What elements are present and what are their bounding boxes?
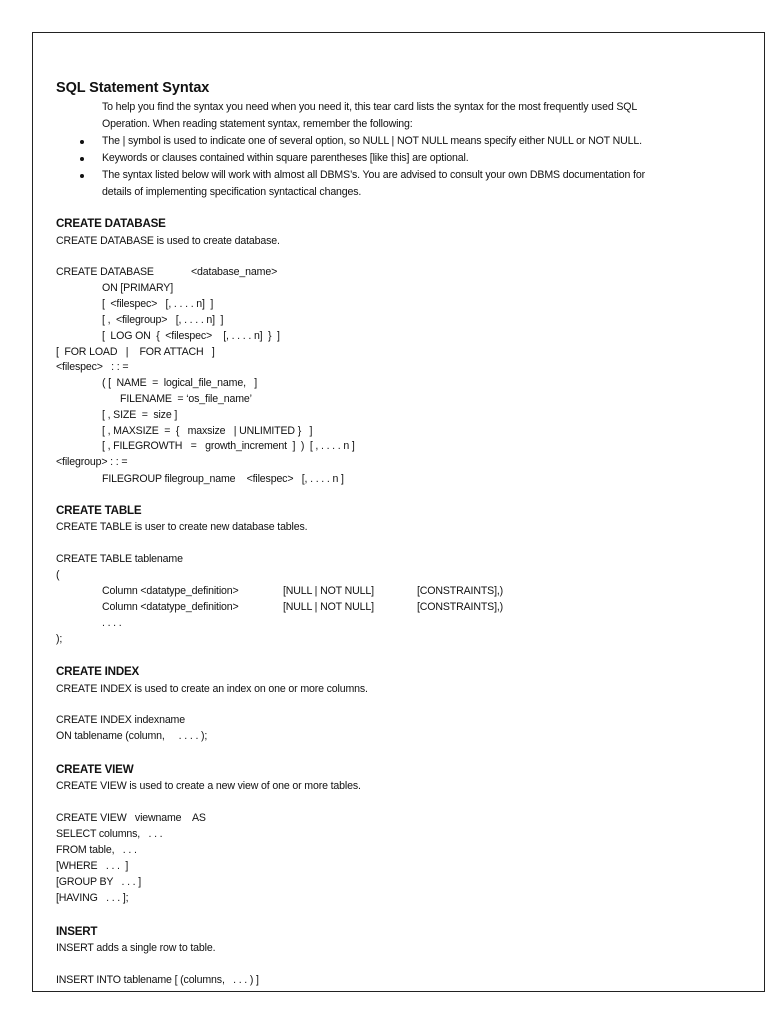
create-database-heading: CREATE DATABASE: [56, 217, 166, 230]
insert-desc: INSERT adds a single row to table.: [56, 942, 216, 954]
code-line: CREATE VIEW viewname AS: [56, 812, 206, 824]
code-line: [ LOG ON { <filespec> [, . . . . n] } ]: [102, 330, 280, 342]
page-title: SQL Statement Syntax: [56, 80, 210, 96]
intro-line-1: To help you find the syntax you need when you need it, this tear card lists the syntax for the most frequently used SQL: [102, 101, 638, 113]
code-line: [CONSTRAINTS],): [417, 585, 504, 597]
document-page: [32, 32, 765, 992]
code-line: [CONSTRAINTS],): [417, 601, 504, 613]
create-view-desc: CREATE VIEW is used to create a new view of one or more tables.: [56, 780, 361, 792]
code-line: . . . .: [102, 617, 122, 629]
bullet-dot-1: [80, 140, 84, 144]
bullet-item-1: The | symbol is used to indicate one of several option, so NULL | NOT NULL means specify either NULL or NOT NULL.: [102, 135, 642, 147]
code-line: ON [PRIMARY]: [102, 282, 173, 294]
code-line: Column <datatype_definition>: [102, 601, 239, 613]
code-line: Column <datatype_definition>: [102, 585, 239, 597]
code-line: [GROUP BY . . . ]: [56, 876, 142, 888]
create-table-heading: CREATE TABLE: [56, 504, 142, 517]
code-line: [ FOR LOAD | FOR ATTACH ]: [56, 346, 215, 358]
bullet-item-2: Keywords or clauses contained within square parentheses [like this] are optional.: [102, 152, 469, 164]
code-line: [ , SIZE = size ]: [102, 409, 178, 421]
bullet-dot-2: [80, 157, 84, 161]
code-line: CREATE DATABASE: [56, 266, 154, 278]
code-line: FILENAME = ‘os_file_name’: [120, 393, 252, 405]
create-index-heading: CREATE INDEX: [56, 665, 140, 678]
create-index-desc: CREATE INDEX is used to create an index on one or more columns.: [56, 683, 368, 695]
code-line: [NULL | NOT NULL]: [283, 601, 374, 613]
code-line: CREATE TABLE tablename: [56, 553, 183, 565]
code-line: <filespec> : : =: [56, 361, 129, 373]
code-line: CREATE INDEX indexname: [56, 714, 185, 726]
intro-line-2: Operation. When reading statement syntax, remember the following:: [102, 118, 413, 130]
code-line: ON tablename (column, . . . . );: [56, 730, 208, 742]
code-line: [ , MAXSIZE = { maxsize | UNLIMITED } ]: [102, 425, 313, 437]
code-line: [ , <filegroup> [, . . . . n] ]: [102, 314, 224, 326]
code-line: [ , FILEGROWTH = growth_increment ] ) [ , . . . . n ]: [102, 440, 355, 452]
create-database-desc: CREATE DATABASE is used to create database.: [56, 235, 280, 247]
insert-heading: INSERT: [56, 925, 98, 938]
code-line: SELECT columns, . . .: [56, 828, 163, 840]
code-line: FROM table, . . .: [56, 844, 137, 856]
code-line: FILEGROUP filegroup_name <filespec> [, . . . . n ]: [102, 473, 344, 485]
code-line: [WHERE . . . ]: [56, 860, 129, 872]
code-line: <database_name>: [191, 266, 278, 278]
code-line: [HAVING . . . ];: [56, 892, 129, 904]
code-line: INSERT INTO tablename [ (columns, . . . ) ]: [56, 974, 259, 986]
code-line: (: [56, 569, 60, 581]
create-view-heading: CREATE VIEW: [56, 763, 134, 776]
code-line: [NULL | NOT NULL]: [283, 585, 374, 597]
create-table-desc: CREATE TABLE is user to create new database tables.: [56, 521, 308, 533]
code-line: <filegroup> : : =: [56, 456, 128, 468]
bullet-item-3-continued: details of implementing specification syntactical changes.: [102, 186, 362, 198]
bullet-item-3: The syntax listed below will work with almost all DBMS’s. You are advised to consult your own DBMS documentation for: [102, 169, 645, 181]
code-line: ( [ NAME = logical_file_name, ]: [102, 377, 258, 389]
bullet-dot-3: [80, 174, 84, 178]
code-line: );: [56, 633, 63, 645]
code-line: [ <filespec> [, . . . . n] ]: [102, 298, 214, 310]
